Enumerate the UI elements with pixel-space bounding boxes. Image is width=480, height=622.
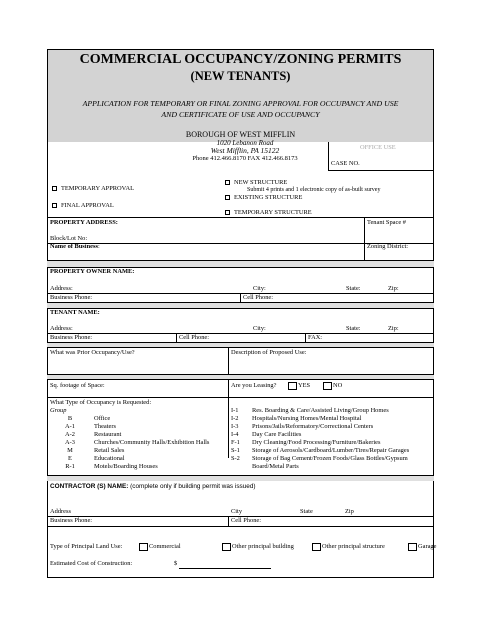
contractor-business-phone-field[interactable]: Business Phone: [50,517,93,524]
tenant-state-field[interactable]: State: [346,325,361,332]
occupancy-option[interactable]: Day Care Facilities [252,431,302,438]
borough-address-2: West Mifflin, PA 15122 [210,146,280,155]
occupancy-code: E [68,455,72,462]
occupancy-code: B [67,415,73,422]
owner-state-field[interactable]: State: [346,285,361,292]
cost-input-line[interactable] [179,568,271,569]
business-name-field[interactable]: Name of Business: [50,243,100,250]
leasing-no-checkbox[interactable] [323,382,332,390]
temporary-structure-option[interactable]: TEMPORARY STRUCTURE [225,209,312,217]
case-number-field[interactable]: CASE NO. [331,160,360,167]
contractor-name-field[interactable]: CONTRACTOR (S) NAME: (complete only if building permit was issued) [50,483,256,490]
tenant-city-field[interactable]: City: [253,325,266,332]
tenant-space-field[interactable]: Tenant Space # [367,219,406,226]
leasing-yes-label: YES [298,382,311,389]
group-heading: Group [50,407,67,414]
land-use-label: Type of Principal Land Use: [50,543,123,550]
tenant-name-field[interactable]: TENANT NAME: [50,309,100,316]
separator-band [47,476,434,481]
borough-phone: Phone 412.466.8170 FAX 412.466.8173 [192,155,298,162]
occupancy-code: S-1 [231,447,240,454]
square-footage-field[interactable]: Sq. footage of Space: [50,382,105,389]
checkbox-icon[interactable] [225,180,230,185]
leasing-question: Are you Leasing? [231,382,277,389]
occupancy-option[interactable]: Storage of Bag Cement/Frozen Foods/Glass Bottles/Gypsum [252,455,408,462]
occupancy-code: I-2 [231,415,239,422]
divider [305,333,306,342]
tenant-address-field[interactable]: Address: [50,325,73,332]
divider [228,516,229,526]
divider [47,379,434,380]
other-structure-checkbox[interactable] [312,543,321,551]
cost-label: Estimated Cost of Construction: [50,560,133,567]
page-title: COMMERCIAL OCCUPANCY/ZONING PERMITS [79,52,402,67]
occupancy-option[interactable]: Retail Sales [94,447,125,454]
occupancy-code: S-2 [231,455,240,462]
checkbox-icon[interactable] [225,195,230,200]
existing-structure-option[interactable]: EXISTING STRUCTURE [225,194,302,202]
occupancy-option[interactable]: Theaters [94,423,116,430]
owner-cell-phone-field[interactable]: Cell Phone: [243,294,273,301]
checkbox-icon[interactable] [225,210,230,215]
garage-checkbox[interactable] [408,543,417,551]
cost-currency: $ [174,560,178,567]
checkbox-icon[interactable] [52,203,57,208]
tenant-cell-phone-field[interactable]: Cell Phone: [179,334,209,341]
divider [47,347,434,348]
occupancy-code: F-1 [231,439,240,446]
occupancy-option[interactable]: Office [94,415,111,422]
other-structure-label: Other principal structure [322,543,385,550]
temporary-approval-option[interactable]: TEMPORARY APPROVAL [52,185,134,193]
garage-label: Garage [418,543,437,550]
divider [47,397,434,398]
occupancy-code: M [67,447,73,454]
commercial-checkbox[interactable] [139,543,148,551]
application-line-1: APPLICATION FOR TEMPORARY OR FINAL ZONING APPROVAL FOR OCCUPANCY AND USE [82,99,399,108]
page-subtitle: (NEW TENANTS) [190,69,291,83]
contractor-cell-phone-field[interactable]: Cell Phone: [231,517,261,524]
divider [228,347,229,458]
property-address-field[interactable]: PROPERTY ADDRESS: [50,219,118,226]
occupancy-option[interactable]: Hospitals/Nursing Homes/Mental Hospital [252,415,362,422]
form-border [47,49,437,578]
other-building-checkbox[interactable] [222,543,231,551]
occupancy-option[interactable]: Educational [94,455,125,462]
proposed-use-field[interactable]: Description of Proposed Use: [231,349,307,356]
contractor-address-field[interactable]: Address [50,508,71,515]
owner-address-field[interactable]: Address: [50,285,73,292]
divider [47,526,434,527]
block-lot-field[interactable]: Block/Lot No: [50,235,88,242]
occupancy-option[interactable]: Prisons/Jails/Reformatory/Correctional Centers [252,423,374,430]
occupancy-option[interactable]: Churches/Community Halls/Exhibition Halls [94,439,210,446]
owner-city-field[interactable]: City: [253,285,266,292]
owner-zip-field[interactable]: Zip: [388,285,399,292]
tenant-business-phone-field[interactable]: Business Phone: [50,334,93,341]
office-use-label: OFFICE USE [360,144,396,151]
checkbox-icon[interactable] [52,186,57,191]
contractor-city-field[interactable]: City [231,508,243,515]
final-approval-option[interactable]: FINAL APPROVAL [52,202,114,210]
divider [47,308,434,309]
divider [47,217,434,218]
occupancy-code: A-1 [65,423,75,430]
occupancy-option[interactable]: Board/Metal Parts [252,463,299,470]
occupancy-question: What Type of Occupancy is Requested: [50,399,152,406]
tenant-zip-field[interactable]: Zip: [388,325,399,332]
occupancy-option[interactable]: Storage of Aerosols/Cardboard/Lumber/Tires/Repair Garages [252,447,410,454]
occupancy-code: A-2 [65,431,75,438]
occupancy-code: A-3 [65,439,75,446]
tenant-fax-field[interactable]: FAX: [308,334,323,341]
application-line-2: AND CERTIFICATE OF USE AND OCCUPANCY [161,110,320,119]
leasing-yes-checkbox[interactable] [288,382,297,390]
zoning-district-field[interactable]: Zoning District: [367,243,409,250]
divider [176,333,177,342]
submit-survey-note: Submit 4 prints and 1 electronic copy of as-built survey [247,187,381,193]
owner-name-field[interactable]: PROPERTY OWNER NAME: [50,268,135,275]
occupancy-code: I-4 [231,431,239,438]
occupancy-code: I-3 [231,423,239,430]
occupancy-option[interactable]: Restaurant [94,431,122,438]
divider [240,293,241,302]
borough-name: BOROUGH OF WEST MIFFLIN [185,130,296,139]
new-structure-option[interactable]: NEW STRUCTURE [225,179,287,187]
commercial-label: Commercial [149,543,181,550]
contractor-zip-field[interactable]: Zip [345,508,354,515]
divider [47,333,434,334]
other-building-label: Other principal building [232,543,294,550]
contractor-state-field[interactable]: State [300,508,313,515]
occupancy-code: I-1 [231,407,239,414]
occupancy-option[interactable]: Res. Boarding & Care/Assisted Living/Group Homes [252,407,389,414]
owner-business-phone-field[interactable]: Business Phone: [50,294,93,301]
borough-address-1: 1020 Lebanon Road [216,140,274,145]
occupancy-option[interactable]: Dry Cleaning/Food Processing/Furniture/Bakeries [252,439,381,446]
occupancy-code: R-1 [65,463,75,470]
occupancy-option[interactable]: Motels/Boarding Houses [94,463,158,470]
divider [364,217,365,260]
leasing-no-label: NO [333,382,343,389]
prior-occupancy-field[interactable]: What was Prior Occupancy/Use? [50,349,135,356]
